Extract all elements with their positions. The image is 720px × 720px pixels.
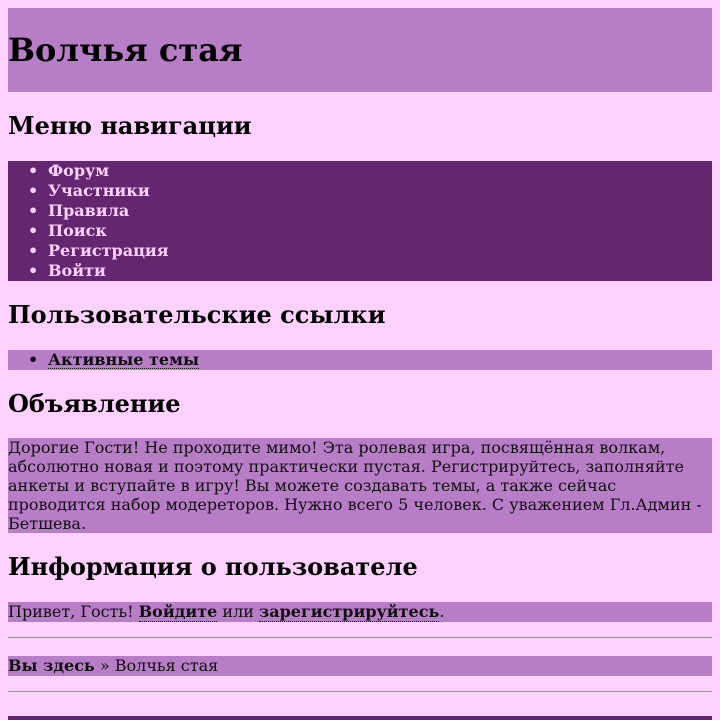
announcement-text: Дорогие Гости! Не проходите мимо! Эта ролевая игра, посвящённая волкам, абсолютно новая и поэтому практически пустая. Регистрируйтесь, заполняйте анкеты и вступайте в игру! Вы можете создавать темы, а также сейчас проводится набор модереторов. Нужно всего 5 человек. С уважением Гл.Админ - Бетшева. (8, 438, 702, 533)
user-links-list (8, 350, 199, 370)
user-links-heading: Пользовательские ссылки (8, 300, 386, 329)
nav-list (8, 161, 169, 281)
nav-item-members[interactable]: • Участники (8, 181, 169, 201)
user-link-active-topics[interactable] (8, 350, 199, 370)
user-info-line (8, 602, 444, 622)
divider (8, 637, 712, 639)
user-links-bar (8, 350, 712, 370)
footer-bar (8, 716, 712, 720)
site-title[interactable]: Волчья стая (8, 31, 243, 69)
nav-menu (8, 161, 712, 281)
login-link[interactable]: Войдите (138, 602, 218, 621)
site-header (8, 8, 712, 92)
nav-item-forum[interactable]: • Форум (8, 161, 169, 181)
user-info-heading: Информация о пользователе (8, 552, 418, 581)
nav-item-login[interactable]: • Войти (8, 261, 169, 281)
active-topics-link[interactable]: Активные темы (48, 350, 200, 369)
announcement-heading: Объявление (8, 389, 181, 418)
breadcrumb-separator: » (99, 656, 110, 675)
nav-heading: Меню навигации (8, 111, 252, 140)
user-info-bar (8, 602, 712, 622)
end-punct: . (439, 602, 445, 621)
nav-item-register[interactable]: • Регистрация (8, 241, 169, 261)
register-link[interactable]: зарегистрируйтесь (259, 602, 440, 621)
nav-item-rules[interactable]: • Правила (8, 201, 169, 221)
announcement-box (8, 438, 712, 533)
breadcrumb-prefix: Вы здесь (8, 656, 95, 675)
breadcrumb-current[interactable]: Волчья стая (114, 656, 219, 675)
nav-item-search[interactable]: • Поиск (8, 221, 169, 241)
greeting-text: Привет, Гость! (8, 602, 134, 621)
breadcrumb (8, 656, 712, 676)
breadcrumb-line (8, 656, 218, 676)
or-text: или (222, 602, 254, 621)
divider (8, 691, 712, 693)
